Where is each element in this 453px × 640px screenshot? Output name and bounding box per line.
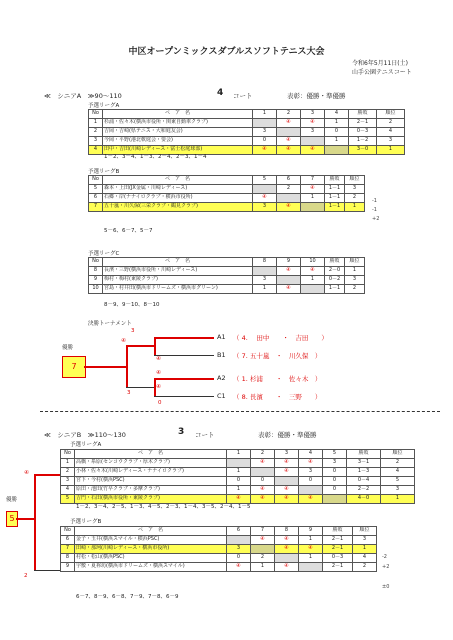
table-cell: ④ <box>299 545 323 554</box>
winner-label: 優勝 <box>6 497 18 503</box>
table-header-cell: 勝敗 <box>325 258 345 267</box>
table-cell: 宮島・村井田(横浜市ドリームズ・横浜市グリーン) <box>103 285 253 294</box>
table-cell: 宇敷・夏祢坊(横浜市ドリームズ・横浜スマイル) <box>75 563 227 572</box>
table-cell <box>277 128 301 137</box>
table-cell: 小林・佐々木(川崎レディース・ナナイロクラブ) <box>75 468 227 477</box>
table-cell: 1－1 <box>325 203 345 212</box>
table-cell: 1 <box>89 119 103 128</box>
table-header-cell: 3 <box>275 450 299 459</box>
score: ④ <box>121 338 126 344</box>
table-row <box>89 128 405 137</box>
bracket-line <box>126 345 128 387</box>
table-cell: 2 <box>277 185 301 194</box>
table-header-cell: No <box>89 110 103 119</box>
table-cell <box>301 285 325 294</box>
table-cell <box>325 146 349 155</box>
table-cell: 0 <box>251 477 275 486</box>
table-cell <box>301 137 325 146</box>
league-c-title: 予選リーグC <box>88 251 120 257</box>
senior-b-court-label: コート <box>195 431 215 439</box>
table-cell: 1 <box>345 203 365 212</box>
table-header-cell: 勝敗 <box>347 450 381 459</box>
table-header-cell: No <box>89 258 103 267</box>
table-cell: 3 <box>61 477 75 486</box>
table-header-row <box>61 527 377 536</box>
table-cell: ④ <box>275 486 299 495</box>
table-row <box>61 554 377 563</box>
table-cell <box>301 203 325 212</box>
table-cell: 1 <box>299 536 323 545</box>
table-header-cell: 勝敗 <box>349 110 377 119</box>
table-header-cell: 勝敗 <box>323 527 353 536</box>
table-cell: 2－1 <box>349 119 377 128</box>
table-cell: 1 <box>299 554 323 563</box>
table-cell: 3 <box>377 137 405 146</box>
table-cell: ④ <box>227 495 251 504</box>
table-header-cell: 4 <box>299 450 323 459</box>
table-header-cell: ペ ア 名 <box>103 176 253 185</box>
table-cell: 8 <box>61 554 75 563</box>
table-header-cell: 7 <box>251 527 275 536</box>
bracket-line <box>34 570 60 571</box>
table-cell: 田中・吉田(川崎レディース・富士松庭球部) <box>103 146 253 155</box>
table-cell: ④ <box>299 495 323 504</box>
winner-box: 7 <box>62 356 86 378</box>
league-b-title: 予選リーグB <box>70 519 102 525</box>
point-diff-note: ±0 <box>382 584 390 590</box>
event-venue: 山手公園テニスコート <box>352 69 412 76</box>
table-cell: 0－3 <box>323 554 353 563</box>
table-header-cell: ペ ア 名 <box>103 110 253 119</box>
table-cell: 1 <box>325 119 349 128</box>
table-header-cell: 2 <box>251 450 275 459</box>
senior-a-court-number: 4 <box>217 88 224 98</box>
table-cell: ④ <box>277 285 301 294</box>
table-cell: 森本・上田(JX金属・川崎レディース) <box>103 185 253 194</box>
table-row <box>61 563 377 572</box>
league-b-title: 予選リーグB <box>88 169 120 175</box>
table-cell <box>299 486 323 495</box>
point-diff-note: -2 <box>382 554 387 560</box>
table-header-cell: 順位 <box>377 110 405 119</box>
event-date: 令和6年5月11日(土) <box>352 60 408 67</box>
side-score: ④ <box>24 470 29 476</box>
table-cell: 3 <box>253 128 277 137</box>
table-cell: ④ <box>251 486 275 495</box>
table-cell: ④ <box>275 468 299 477</box>
table-cell: 2 <box>251 554 275 563</box>
score: ④ <box>156 370 161 376</box>
table-cell: 2－0 <box>325 267 345 276</box>
table-row <box>89 185 365 194</box>
table-cell: 2 <box>377 119 405 128</box>
table-cell: ④ <box>251 459 275 468</box>
table-header-cell: 10 <box>301 258 325 267</box>
table-header-cell: 6 <box>227 527 251 536</box>
table-cell: ④ <box>251 536 275 545</box>
table-header-cell: 9 <box>299 527 323 536</box>
table-cell: 2 <box>345 285 365 294</box>
table-cell: 3 <box>345 185 365 194</box>
point-diff-note: -1 <box>372 198 377 204</box>
table-cell <box>299 563 323 572</box>
table-header-cell: 9 <box>277 258 301 267</box>
table-cell: ④ <box>253 194 277 203</box>
table-row <box>89 285 365 294</box>
table-cell: 0－3 <box>349 128 377 137</box>
bracket-line <box>126 387 154 388</box>
table-cell: ④ <box>275 459 299 468</box>
table-cell <box>253 119 277 128</box>
table-cell: 6 <box>61 536 75 545</box>
table-cell: ④ <box>301 185 325 194</box>
table-cell: ④ <box>227 563 251 572</box>
table-cell: 1－1 <box>325 185 345 194</box>
senior-a-recognition: 表彰：優勝・準優勝 <box>287 92 346 100</box>
table-cell <box>275 554 299 563</box>
table-cell: ④ <box>275 545 299 554</box>
tournament-title: 決勝トーナメント <box>88 321 132 327</box>
table-row <box>61 486 415 495</box>
point-diff-note: +2 <box>382 564 390 570</box>
table-cell: 1 <box>227 486 251 495</box>
table-cell: 0 <box>253 137 277 146</box>
table-header-cell: ペ ア 名 <box>75 527 227 536</box>
table-header-row <box>89 258 365 267</box>
table-cell <box>253 267 277 276</box>
table-cell: 5 <box>89 185 103 194</box>
table-cell: 2 <box>61 468 75 477</box>
table-cell: 3 <box>299 468 323 477</box>
table-cell <box>323 495 347 504</box>
table-cell: 2 <box>89 128 103 137</box>
table-cell: 4 <box>377 128 405 137</box>
table-cell: 7 <box>61 545 75 554</box>
table-cell: 0 <box>323 468 347 477</box>
table-header-cell: 5 <box>253 176 277 185</box>
match-sequence: 8－9、9－10、8－10 <box>104 302 160 308</box>
bracket-line <box>34 474 60 476</box>
league-a-title: 予選リーグA <box>70 442 102 448</box>
table-cell: 0 <box>323 486 347 495</box>
table-cell: ④ <box>253 146 277 155</box>
table-cell: 4 <box>89 146 103 155</box>
table-header-cell: 1 <box>253 110 277 119</box>
table-header-cell: 2 <box>277 110 301 119</box>
table-cell: ④ <box>299 459 323 468</box>
table-cell: 3 <box>345 276 365 285</box>
table-header-cell: 4 <box>325 110 349 119</box>
senior-a-header: ≪ シニアA ≫90～110 <box>44 92 122 100</box>
table-cell: 0－4 <box>347 477 381 486</box>
table-header-cell: ペ ア 名 <box>103 258 253 267</box>
table-cell: 0 <box>325 128 349 137</box>
table-row <box>89 137 405 146</box>
league-table <box>88 257 365 294</box>
table-cell: 5 <box>61 495 75 504</box>
table-cell: 3－1 <box>347 459 381 468</box>
table-cell: 3 <box>381 486 415 495</box>
table-cell: 原田・池田(竹早クラブ・多摩クラブ) <box>75 486 227 495</box>
table-cell: 4－0 <box>347 495 381 504</box>
table-cell: 田崎・那珂(川崎レディース・横浜市役所) <box>75 545 227 554</box>
league-a-title: 予選リーグA <box>88 103 120 109</box>
result-place: B1 <box>217 351 226 359</box>
table-cell: 1－2 <box>349 137 377 146</box>
table-cell: ④ <box>301 267 325 276</box>
table-cell: 0 <box>323 477 347 486</box>
score: 0 <box>158 400 162 406</box>
table-cell: ④ <box>277 203 301 212</box>
table-header-cell: 順位 <box>381 450 415 459</box>
table-cell: 1 <box>301 194 325 203</box>
table-cell: 1 <box>381 495 415 504</box>
table-cell: 5 <box>381 477 415 486</box>
table-header-cell: 7 <box>301 176 325 185</box>
table-header-cell: 順位 <box>345 258 365 267</box>
table-cell: 五十嵐・川久保(三栄クラブ・鶴見クラブ) <box>103 203 253 212</box>
match-sequence: 1－2、3－4、1－3、2－4、2－3、1－4 <box>104 154 207 160</box>
match-sequence: 6－7、8－9、6－8、7－9、7－8、6－9 <box>76 594 179 600</box>
table-cell: 1 <box>227 468 251 477</box>
bracket-line <box>154 396 214 397</box>
table-cell: 吉門・石田(横浜市役所・東陵クラブ) <box>75 495 227 504</box>
table-row <box>89 194 365 203</box>
table-cell: 4 <box>353 554 377 563</box>
table-cell: ④ <box>275 563 299 572</box>
table-cell: 4 <box>381 468 415 477</box>
section-divider <box>40 411 440 412</box>
table-header-cell: 順位 <box>345 176 365 185</box>
table-cell: 10 <box>89 285 103 294</box>
winner-label: 優勝 <box>62 345 74 351</box>
table-cell: ④ <box>277 267 301 276</box>
bracket-line <box>154 378 214 380</box>
table-cell: 2 <box>345 194 365 203</box>
table-cell: 0－2 <box>325 276 345 285</box>
table-cell: 金子・玉井(横浜スマイル・横浜PSC) <box>75 536 227 545</box>
table-header-row <box>89 110 405 119</box>
table-cell <box>251 468 275 477</box>
result-place: A1 <box>217 333 226 341</box>
table-header-cell: 8 <box>253 258 277 267</box>
table-header-cell: 6 <box>277 176 301 185</box>
table-cell <box>227 536 251 545</box>
senior-a-court-label: コート <box>233 92 253 100</box>
table-cell: ④ <box>301 146 325 155</box>
result-pair: （ 8. 長濱 ・ 三野 ） <box>233 393 322 401</box>
point-diff-note: +2 <box>372 216 380 222</box>
table-header-row <box>61 450 415 459</box>
senior-b-header: ≪ シニアB ≫110～130 <box>44 431 126 439</box>
table-cell: 高橋・糸原(センコウクラブ・厚木クラブ) <box>75 459 227 468</box>
senior-b-recognition: 表彰：優勝・準優勝 <box>258 431 317 439</box>
table-cell: 3 <box>323 459 347 468</box>
result-pair: （ 1. 杉浦 ・ 佐々木 ） <box>233 375 322 383</box>
result-pair: （ 4. 田中 ・ 吉田 ） <box>233 334 328 342</box>
table-header-cell: ペ ア 名 <box>75 450 227 459</box>
table-header-cell: No <box>89 176 103 185</box>
table-row <box>89 203 365 212</box>
table-cell: ④ <box>277 137 301 146</box>
table-cell <box>251 545 275 554</box>
winner-box: 5 <box>6 511 18 527</box>
bracket-line <box>84 366 126 368</box>
table-row <box>61 545 377 554</box>
table-header-cell: 順位 <box>353 527 377 536</box>
table-cell: 3 <box>227 545 251 554</box>
table-cell <box>275 477 299 486</box>
match-sequence: 5－6、6－7、5－7 <box>104 228 153 234</box>
table-cell: 1 <box>61 459 75 468</box>
table-cell: 0 <box>227 477 251 486</box>
table-row <box>61 477 415 486</box>
table-row <box>89 119 405 128</box>
table-cell <box>277 276 301 285</box>
table-cell: 1 <box>345 267 365 276</box>
table-cell: 9 <box>89 276 103 285</box>
league-table <box>88 175 365 212</box>
table-cell: 2 <box>381 459 415 468</box>
table-cell: 1－1 <box>325 194 345 203</box>
table-header-cell: 1 <box>227 450 251 459</box>
match-sequence: 1－2、3－4、2－5、1－3、4－5、2－3、1－4、3－5、2－4、1－5 <box>76 504 251 510</box>
table-cell <box>253 185 277 194</box>
table-cell: 2－2 <box>347 486 381 495</box>
point-diff-note: -1 <box>372 207 377 213</box>
table-cell: ④ <box>251 495 275 504</box>
table-cell: 1 <box>377 146 405 155</box>
table-cell: 1 <box>253 285 277 294</box>
table-cell: 8 <box>89 267 103 276</box>
league-table <box>60 449 415 504</box>
bracket-line <box>126 345 154 347</box>
table-cell: 1 <box>353 545 377 554</box>
table-cell: 2 <box>353 563 377 572</box>
table-cell: 0 <box>227 554 251 563</box>
score: ④ <box>156 356 161 362</box>
table-cell: 石郷・岸(ナナイロクラブ・横浜市役所) <box>103 194 253 203</box>
table-header-cell: No <box>61 450 75 459</box>
table-cell: 1 <box>251 563 275 572</box>
table-cell: ④ <box>301 119 325 128</box>
table-cell: 宮下・今村(横浜PSC) <box>75 477 227 486</box>
table-header-cell: 8 <box>275 527 299 536</box>
table-cell: ④ <box>277 146 301 155</box>
table-cell: 1 <box>301 276 325 285</box>
bracket-line <box>154 355 214 356</box>
senior-b-court-number: 3 <box>178 427 185 437</box>
table-cell <box>227 459 251 468</box>
table-row <box>61 468 415 477</box>
league-table <box>88 109 405 155</box>
table-cell <box>277 194 301 203</box>
table-cell: 1－3 <box>347 468 381 477</box>
table-cell: 9 <box>61 563 75 572</box>
score: 3 <box>127 390 131 396</box>
score: 3 <box>131 328 135 334</box>
bracket-line <box>34 474 36 570</box>
table-row <box>61 459 415 468</box>
result-pair: （ 7. 五十嵐 ・ 川久保 ） <box>233 352 322 360</box>
side-score: 2 <box>24 573 28 579</box>
table-header-cell: 勝敗 <box>325 176 345 185</box>
table-cell: 2－1 <box>323 536 353 545</box>
league-table <box>60 526 377 572</box>
table-cell: 長濱・三野(横浜市役所・川崎レディース) <box>103 267 253 276</box>
table-row <box>61 536 377 545</box>
table-header-row <box>89 176 365 185</box>
bracket-line <box>16 518 34 520</box>
table-cell: 0 <box>299 477 323 486</box>
table-header-cell: No <box>61 527 75 536</box>
table-cell: ④ <box>277 119 301 128</box>
table-cell: 吉岡・吉崎(県テニス・大和庭友会) <box>103 128 253 137</box>
table-cell: 杉浦・佐々木(横浜市役所・関東自動車クラブ) <box>103 119 253 128</box>
table-cell: ④ <box>275 536 299 545</box>
result-place: A2 <box>217 374 226 382</box>
table-cell: 7 <box>89 203 103 212</box>
table-cell: 6 <box>89 194 103 203</box>
table-row <box>89 276 365 285</box>
bracket-line <box>154 337 156 355</box>
table-cell: 梅村・梅村(東陵クラブ) <box>103 276 253 285</box>
result-place: C1 <box>217 392 226 400</box>
table-cell: 今岡・平野(港北軟庭会・要会) <box>103 137 253 146</box>
table-cell: 3－0 <box>349 146 377 155</box>
table-cell: ④ <box>275 495 299 504</box>
table-cell: 3 <box>253 276 277 285</box>
table-cell: 1－1 <box>325 285 345 294</box>
table-cell: 3 <box>301 128 325 137</box>
table-cell: 3 <box>353 536 377 545</box>
table-row <box>89 267 365 276</box>
bracket-line <box>154 337 214 339</box>
table-header-cell: 3 <box>301 110 325 119</box>
table-cell: 4 <box>61 486 75 495</box>
table-cell: 2－1 <box>323 563 353 572</box>
page-title: 中区オープンミックスダブルスソフトテニス大会 <box>128 47 325 57</box>
table-cell: 3 <box>253 203 277 212</box>
table-header-cell: 5 <box>323 450 347 459</box>
table-cell: 1 <box>325 137 349 146</box>
table-cell: 3 <box>89 137 103 146</box>
score: ④ <box>156 384 161 390</box>
table-cell: 2－1 <box>323 545 353 554</box>
table-cell: 村松・松山(横浜PSC) <box>75 554 227 563</box>
